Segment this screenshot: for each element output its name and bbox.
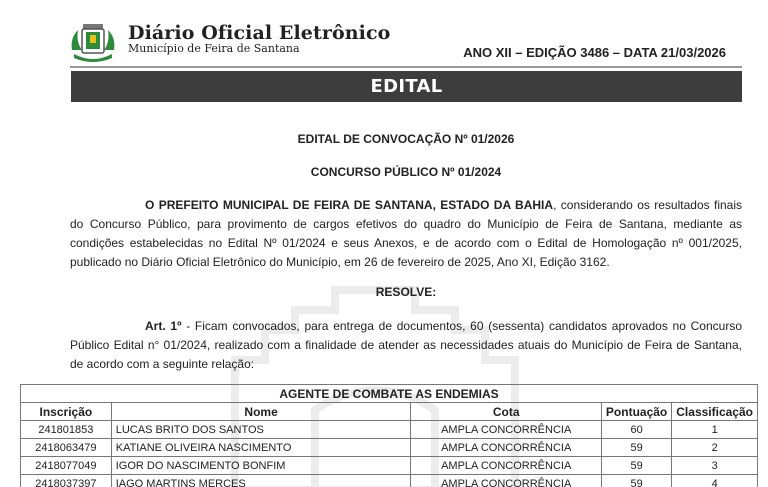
municipal-coat-of-arms-icon: [68, 20, 118, 64]
table-caption-row: [21, 385, 758, 403]
header-divider: [70, 66, 742, 68]
cell-classificacao: 1: [672, 421, 758, 439]
article-text: - Ficam convocados, para entrega de documentos, 60 (sessenta) candidatos aprovados no Concurso Público Edital n° 01/2024, realizado com a finalidade de atender as necessidades atuais do Município de Feira de Santana, de acordo com a seguinte relação:: [70, 319, 743, 371]
cell-inscricao: 2418077049: [21, 457, 112, 475]
cell-cota: AMPLA CONCORRÊNCIA: [411, 457, 601, 475]
cell-nome: KATIANE OLIVEIRA NASCIMENTO: [111, 439, 411, 457]
cell-nome: IGOR DO NASCIMENTO BONFIM: [111, 457, 411, 475]
intro-text: , considerando os resultados finais do Concurso Público, para provimento de cargos efetivos do quadro do Município de Feira de Santana, mediante as condições estabelecidas no Edital Nº 01/2024 e seus Anexos, e de acordo com o Edital de Homologação nº 001/2025, publicado no Diário Oficial Eletrônico do Município, em 26 de fevereiro de 2025, Ano XI, Edição 3162.: [70, 198, 743, 269]
cell-nome: LUCAS BRITO DOS SANTOS: [111, 421, 411, 439]
candidates-table: [20, 384, 758, 487]
gazette-title: Diário Oficial Eletrônico: [128, 22, 391, 44]
table-row: [21, 439, 758, 457]
cell-inscricao: 2418063479: [21, 439, 112, 457]
cell-pontuacao: 60: [601, 421, 671, 439]
section-banner: EDITAL: [71, 71, 742, 102]
table-row: [21, 421, 758, 439]
cell-pontuacao: 59: [601, 457, 671, 475]
cell-cota: AMPLA CONCORRÊNCIA: [411, 421, 601, 439]
resolve-heading: RESOLVE:: [375, 285, 437, 299]
document-subtitle: CONCURSO PÚBLICO Nº 01/2024: [310, 165, 502, 179]
cell-classificacao: 3: [672, 457, 758, 475]
column-header-cota: Cota: [411, 403, 601, 421]
table-caption: AGENTE DE COMBATE AS ENDEMIAS: [21, 385, 758, 403]
article-1-paragraph: [70, 317, 742, 374]
gazette-header: [66, 18, 746, 66]
cell-classificacao: 2: [672, 439, 758, 457]
cell-nome: IAGO MARTINS MERCES: [111, 475, 411, 487]
cell-classificacao: 4: [672, 475, 758, 487]
cell-pontuacao: 59: [601, 475, 671, 487]
table-header-row: [21, 403, 758, 421]
edition-info: ANO XII – EDIÇÃO 3486 – DATA 21/03/2026: [463, 45, 726, 60]
cell-inscricao: 241801853: [21, 421, 112, 439]
table-row: [21, 475, 758, 487]
cell-inscricao: 2418037397: [21, 475, 112, 487]
column-header-pontuacao: Pontuação: [601, 403, 671, 421]
column-header-inscricao: Inscrição: [21, 403, 112, 421]
cell-cota: AMPLA CONCORRÊNCIA: [411, 475, 601, 487]
gazette-subtitle: Município de Feira de Santana: [128, 42, 300, 55]
cell-cota: AMPLA CONCORRÊNCIA: [411, 439, 601, 457]
gazette-title-block: [128, 23, 390, 55]
column-header-classificacao: Classificação: [672, 403, 758, 421]
document-title: EDITAL DE CONVOCAÇÃO Nº 01/2026: [297, 132, 515, 146]
table-row: [21, 457, 758, 475]
article-label: Art. 1º: [145, 319, 182, 333]
column-header-nome: Nome: [111, 403, 411, 421]
intro-bold-text: O PREFEITO MUNICIPAL DE FEIRA DE SANTANA, ESTADO DA BAHIA: [145, 198, 554, 212]
cell-pontuacao: 59: [601, 439, 671, 457]
intro-paragraph: [70, 196, 742, 272]
